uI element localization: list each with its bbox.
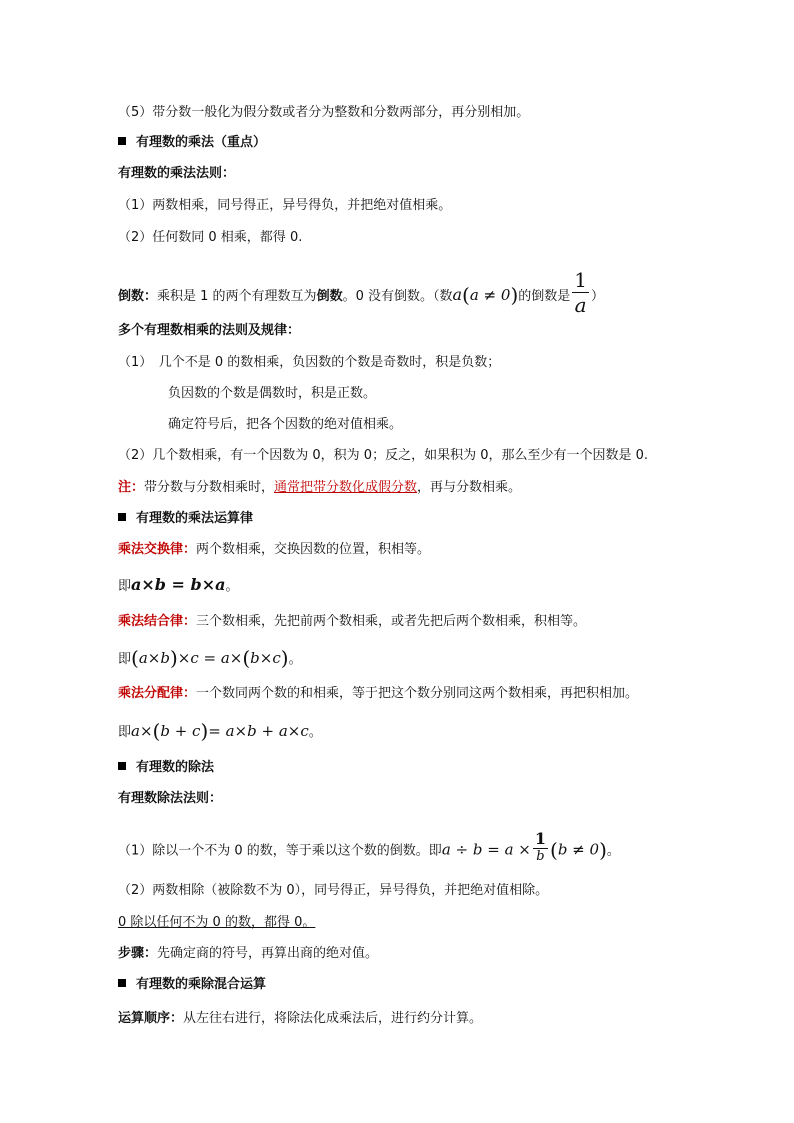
term-label: 运算顺序：	[118, 1011, 184, 1026]
paren: (	[242, 646, 251, 670]
note-label: 注：	[118, 480, 145, 495]
law-line	[118, 613, 586, 631]
subheading: 有理数除法法则：	[118, 791, 223, 806]
heading-text: 有理数的除法	[136, 760, 215, 775]
section-heading	[118, 134, 266, 152]
math-formula: b + c	[160, 722, 201, 740]
division-rule	[118, 829, 620, 868]
section-heading	[118, 759, 214, 777]
fraction-numerator: 1	[574, 268, 587, 292]
text: 即	[118, 579, 132, 594]
fraction-denominator: a	[574, 293, 587, 317]
heading-text: 有理数的乘除混合运算	[136, 977, 267, 992]
fraction-denominator: b	[536, 849, 545, 864]
paren: )	[200, 719, 209, 743]
reciprocal-definition	[118, 268, 605, 321]
text: 。	[288, 652, 302, 667]
steps-line	[118, 945, 378, 963]
text: 即	[118, 652, 132, 667]
term-label: 步骤：	[118, 946, 158, 961]
text-line: （2）两数相除（被除数不为 0），同号得正，异号得负，并把绝对值相除。	[118, 883, 549, 898]
subheading: 多个有理数相乘的法则及规律：	[118, 323, 301, 338]
text: 带分数与分数相乘时，	[144, 480, 275, 495]
paren: (	[152, 719, 161, 743]
text-line: （2）几个数相乘，有一个因数为 0，积为 0；反之，如果积为 0，那么至少有一个因数是 0.	[118, 448, 649, 463]
math-condition: a ≠ 0	[469, 286, 511, 304]
section-heading	[118, 976, 266, 994]
math-variable: a	[452, 285, 463, 304]
text: 一个数同两个数的和相乘，等于把这个数分别同这两个数相乘，再把积相加。	[196, 686, 639, 701]
section-heading	[118, 510, 253, 528]
text-line: （1）两数相乘，同号得正，异号得负，并把绝对值相乘。	[118, 198, 452, 213]
formula-line	[118, 720, 322, 742]
math-formula: a×b = b×a	[131, 575, 226, 594]
term-bold: 倒数	[316, 289, 343, 304]
text: （1）除以一个不为 0 的数，等于乘以这个数的倒数。即	[118, 843, 442, 859]
text-line: （2）任何数同 0 相乘，都得 0.	[118, 230, 303, 245]
subheading: 有理数的乘法法则：	[118, 166, 236, 181]
text: ）	[591, 289, 605, 304]
text: 。	[225, 579, 239, 594]
formula-line	[118, 576, 239, 596]
underlined-text: 0 除以任何不为 0 的数，都得 0。	[118, 915, 316, 930]
square-bullet-icon	[118, 762, 126, 770]
highlight-text: 通常把带分数化成假分数	[274, 480, 418, 495]
formula-line	[118, 647, 302, 669]
text-line: （1） 几个不是 0 的数相乘，负因数的个数是奇数时，积是负数；	[118, 355, 501, 370]
heading-text: 有理数的乘法运算律	[136, 511, 254, 526]
square-bullet-icon	[118, 513, 126, 521]
text: 。	[308, 725, 322, 740]
paren: )	[280, 646, 289, 670]
text: 两个数相乘，交换因数的位置，积相等。	[196, 542, 431, 557]
text: 。	[606, 843, 620, 859]
paren: (	[131, 646, 139, 670]
paren: )	[510, 283, 519, 307]
law-line	[118, 685, 638, 703]
fraction-numerator: 1	[534, 829, 546, 848]
text: 乘积是 1 的两个有理数互为	[157, 289, 317, 304]
math-formula: = a×b + a×c	[208, 722, 309, 740]
math-formula: b×c	[250, 649, 281, 667]
text-line: 确定符号后，把各个因数的绝对值相乘。	[168, 417, 403, 432]
paren: )	[599, 837, 607, 862]
text: 的倒数是	[518, 289, 571, 304]
text: 三个数相乘，先把前两个数相乘，或者先把后两个数相乘，积相等。	[196, 614, 587, 629]
paren: (	[550, 837, 558, 862]
term-label: 倒数：	[118, 289, 158, 304]
math-formula: ×c = a×	[177, 649, 243, 667]
paren: (	[462, 283, 470, 307]
law-label: 乘法分配律：	[118, 686, 197, 701]
math-formula: a×	[131, 722, 153, 740]
math-formula: a ÷ b = a ×	[441, 840, 531, 859]
law-label: 乘法交换律：	[118, 542, 197, 557]
paren: )	[169, 646, 178, 670]
heading-text: 有理数的乘法（重点）	[136, 135, 267, 150]
order-line	[118, 1010, 482, 1028]
text: 从左往右进行，将除法化成乘法后，进行约分计算。	[183, 1011, 483, 1026]
text: 先确定商的符号，再算出商的绝对值。	[157, 946, 379, 961]
fraction	[533, 830, 548, 864]
note-line	[118, 479, 521, 497]
fraction	[572, 268, 589, 317]
text: 即	[118, 725, 132, 740]
law-line	[118, 541, 430, 559]
law-label: 乘法结合律：	[118, 614, 197, 629]
math-condition: b ≠ 0	[557, 840, 600, 859]
square-bullet-icon	[118, 979, 126, 987]
square-bullet-icon	[118, 137, 126, 145]
text-line: （5）带分数一般化为假分数或者分为整数和分数两部分，再分别相加。	[118, 105, 530, 120]
text: 。0 没有倒数。（数	[342, 289, 453, 304]
text-line: 负因数的个数是偶数时，积是正数。	[168, 386, 377, 401]
text: ，再与分数相乘。	[417, 480, 522, 495]
math-formula: a×b	[138, 649, 170, 667]
